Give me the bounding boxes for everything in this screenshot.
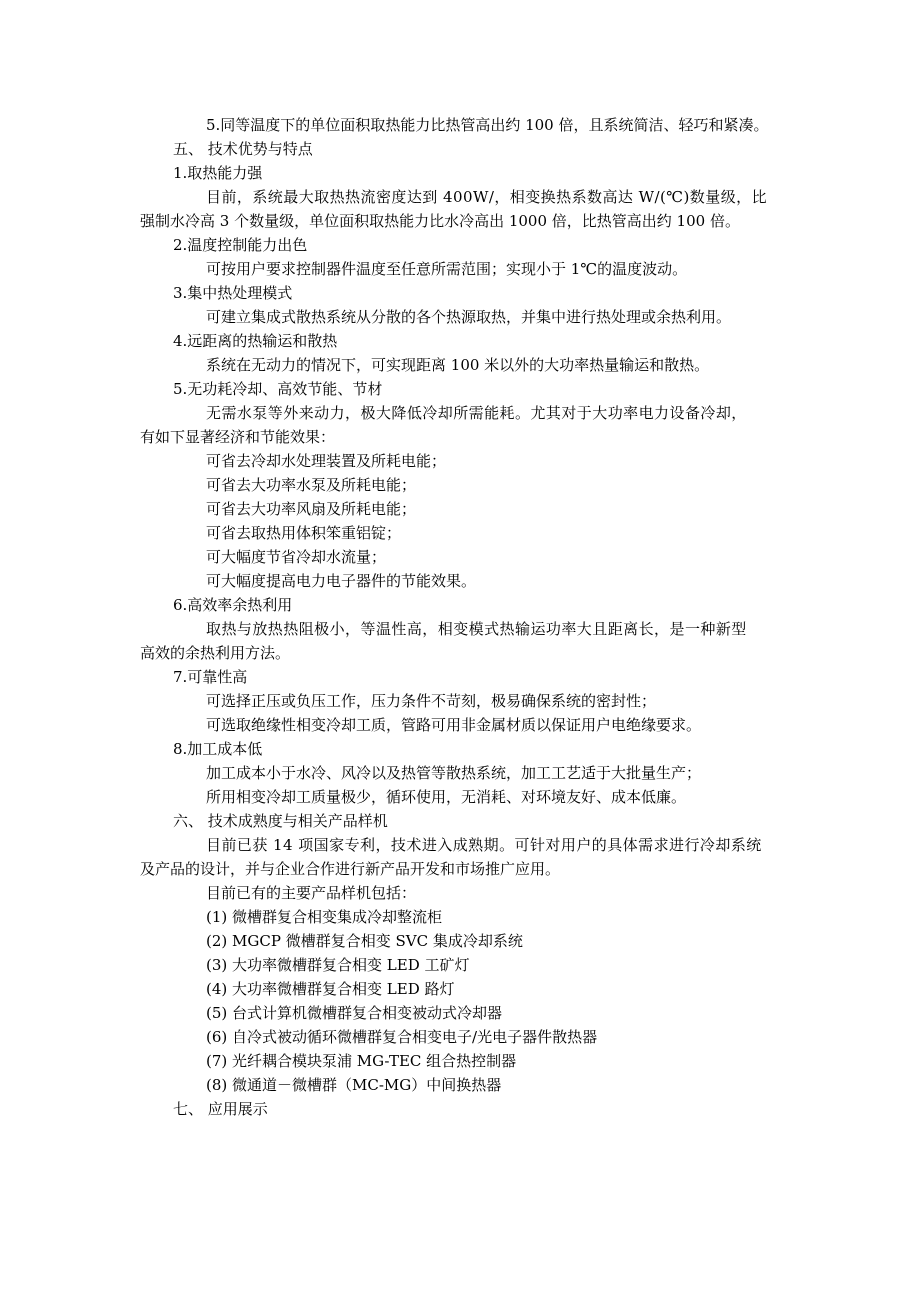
list-item: (3) 大功率微槽群复合相变 LED 工矿灯 xyxy=(206,956,470,974)
list-item: 可省去大功率水泵及所耗电能； xyxy=(206,476,417,494)
section-heading: 七、 应用展示 xyxy=(173,1100,268,1118)
paragraph-line: 目前已有的主要产品样机包括： xyxy=(206,884,417,902)
list-item: (8) 微通道－微槽群（MC-MG）中间换热器 xyxy=(206,1076,502,1094)
paragraph-line: 无需水泵等外来动力，极大降低冷却所需能耗。尤其对于大功率电力设备冷却， xyxy=(206,404,747,422)
paragraph-line: 强制水冷高 3 个数量级，单位面积取热能力比水冷高出 1000 倍，比热管高出约 100 倍。 xyxy=(140,212,740,230)
paragraph-line: 所用相变冷却工质量极少，循环使用，无消耗、对环境友好、成本低廉。 xyxy=(206,788,687,806)
subsection-heading: 2.温度控制能力出色 xyxy=(173,236,308,254)
paragraph-line: 目前，系统最大取热热流密度达到 400W/，相变换热系数高达 W/(℃)数量级，比 xyxy=(206,188,768,206)
list-item: 可省去大功率风扇及所耗电能； xyxy=(206,500,417,518)
list-item: (7) 光纤耦合模块泵浦 MG-TEC 组合热控制器 xyxy=(206,1052,517,1070)
subsection-heading: 3.集中热处理模式 xyxy=(173,284,293,302)
paragraph-line: 及产品的设计，并与企业合作进行新产品开发和市场推广应用。 xyxy=(140,860,561,878)
list-item: 可省去取热用体积笨重铝锭； xyxy=(206,524,402,542)
paragraph-line: 可建立集成式散热系统从分散的各个热源取热，并集中进行热处理或余热利用。 xyxy=(206,308,732,326)
subsection-heading: 7.可靠性高 xyxy=(173,668,248,686)
list-item: 可省去冷却水处理装置及所耗电能； xyxy=(206,452,447,470)
paragraph-line: 系统在无动力的情况下，可实现距离 100 米以外的大功率热量输运和散热。 xyxy=(206,356,710,374)
subsection-heading: 8.加工成本低 xyxy=(173,740,263,758)
paragraph-line: 可选取绝缘性相变冷却工质，管路可用非金属材质以保证用户电绝缘要求。 xyxy=(206,716,702,734)
list-item: (1) 微槽群复合相变集成冷却整流柜 xyxy=(206,908,443,926)
list-item: 可大幅度提高电力电子器件的节能效果。 xyxy=(206,572,477,590)
subsection-heading: 1.取热能力强 xyxy=(173,164,263,182)
paragraph-line: 有如下显著经济和节能效果： xyxy=(140,428,336,446)
list-item: 可大幅度节省冷却水流量； xyxy=(206,548,387,566)
section-heading: 六、 技术成熟度与相关产品样机 xyxy=(173,812,388,830)
paragraph-line: 5.同等温度下的单位面积取热能力比热管高出约 100 倍，且系统简洁、轻巧和紧凑。 xyxy=(206,116,769,134)
list-item: (6) 自冷式被动循环微槽群复合相变电子/光电子器件散热器 xyxy=(206,1028,598,1046)
subsection-heading: 4.远距离的热输运和散热 xyxy=(173,332,338,350)
subsection-heading: 5.无功耗冷却、高效节能、节材 xyxy=(173,380,383,398)
list-item: (4) 大功率微槽群复合相变 LED 路灯 xyxy=(206,980,455,998)
paragraph-line: 加工成本小于水冷、风冷以及热管等散热系统，加工工艺适于大批量生产； xyxy=(206,764,702,782)
paragraph-line: 高效的余热利用方法。 xyxy=(140,644,291,662)
list-item: (2) MGCP 微槽群复合相变 SVC 集成冷却系统 xyxy=(206,932,523,950)
subsection-heading: 6.高效率余热利用 xyxy=(173,596,293,614)
section-heading: 五、 技术优势与特点 xyxy=(173,140,313,158)
paragraph-line: 可按用户要求控制器件温度至任意所需范围；实现小于 1℃的温度波动。 xyxy=(206,260,688,278)
paragraph-line: 取热与放热热阻极小，等温性高，相变模式热输运功率大且距离长，是一种新型 xyxy=(206,620,747,638)
paragraph-line: 可选择正压或负压工作，压力条件不苛刻，极易确保系统的密封性； xyxy=(206,692,657,710)
paragraph-line: 目前已获 14 项国家专利，技术进入成熟期。可针对用户的具体需求进行冷却系统 xyxy=(206,836,762,854)
list-item: (5) 台式计算机微槽群复合相变被动式冷却器 xyxy=(206,1004,503,1022)
